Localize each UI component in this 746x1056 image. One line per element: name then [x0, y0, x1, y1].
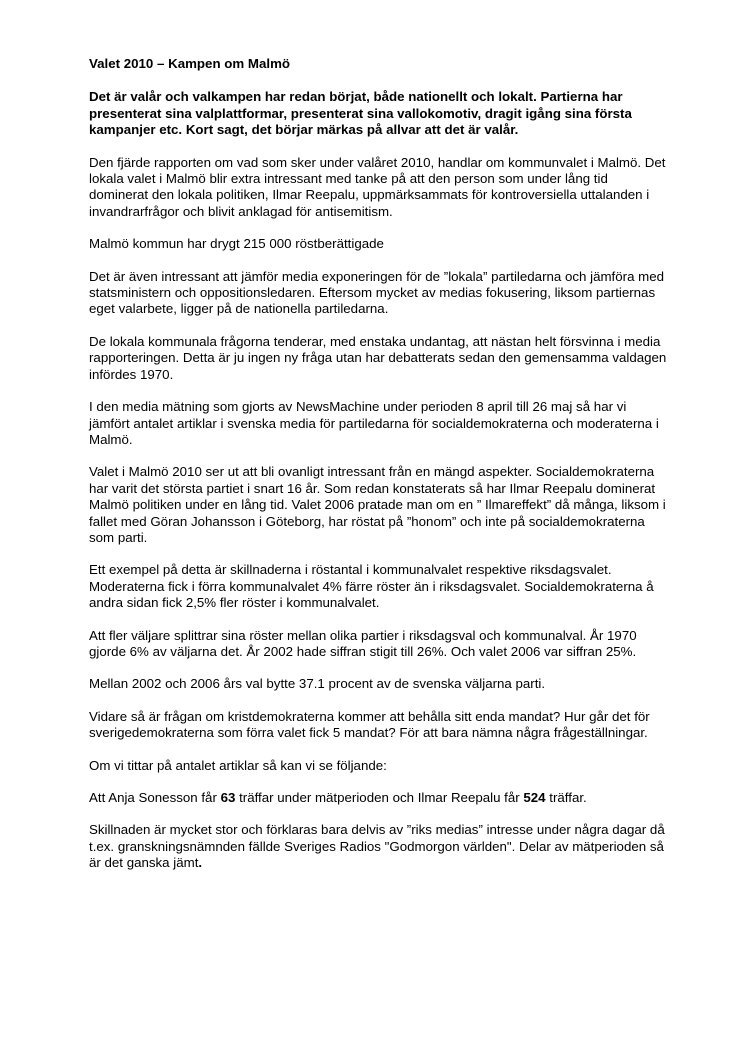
lead-paragraph: Det är valår och valkampen har redan börjat, både nationellt och lokalt. Partierna har presenterat sina valplattformar, presenterat sina vallokomotiv, dragit igång sina första kampanjer etc. Kort sagt, det börjar märkas på allvar att det är valår.: [89, 89, 632, 138]
paragraph-party-switching: Mellan 2002 och 2006 års val bytte 37.1 procent av de svenska väljarna parti.: [89, 676, 546, 692]
paragraph-split-voting: Att fler väljare splittrar sina röster mellan olika partier i riksdagsval och kommunalval. År 1970 gjorde 6% av väljarna det. År 2002 hade siffran stigit till 26%. Och valet 2006 var siffran 25%.: [89, 627, 637, 659]
article-counts-text-1: Att Anja Sonesson får: [89, 790, 221, 805]
document-title: Valet 2010 – Kampen om Malmö: [89, 56, 291, 71]
paragraph-eligible-voters: Malmö kommun har drygt 215 000 röstberättigade: [89, 236, 384, 252]
paragraph-media-exposure: Det är även intressant att jämför media exponeringen för de ”lokala” partiledarna och jämföra med statsministern och oppositionsledaren. Eftersom mycket av medias fokusering, liksom partiernas eget valarbete, ligger på de nationella partiledarna.: [89, 268, 665, 317]
paragraph-article-counts: [89, 790, 669, 806]
difference-explanation-period: .: [198, 855, 203, 871]
paragraph-article-count-intro: Om vi tittar på antalet artiklar så kan vi se följande:: [89, 757, 387, 773]
paragraph-malmo-election: Valet i Malmö 2010 ser ut att bli ovanligt intressant från en mängd aspekter. Socialdemokraterna har varit det största partiet i snart 16 år. Som redan konstaterats så har Ilmar Reepalu dominerat Malmö politiken under en lång tid. Valet 2006 pratade man om en ” Ilmareffekt” då många, liksom i fallet med Göran Johansson i Göteborg, har röstat på ”honom” och inte på socialdemokraterna som parti.: [89, 464, 666, 545]
sonesson-hit-count: 63: [220, 790, 236, 805]
paragraph-vote-differences: Ett exempel på detta är skillnaderna i röstantal i kommunalvalet respektive riksdagsvalet. Moderaterna fick i förra kommunalvalet 4% färre röster än i riksdagsvalet. Socialdemokraterna å andra sidan fick 2,5% fler röster i kommunalvalet.: [89, 562, 654, 611]
article-counts-text-3: träffar.: [545, 790, 587, 805]
reepalu-hit-count: 524: [523, 790, 546, 805]
paragraph-difference-explanation: [89, 822, 669, 871]
paragraph-report-intro: Den fjärde rapporten om vad som sker under valåret 2010, handlar om kommunvalet i Malmö. Det lokala valet i Malmö blir extra intressant med tanke på att den person som under lång tid dominerat den lokala politiken, Ilmar Reepalu, uppmärksammats för kontroversiella uttalanden i invandrarfrågor och blivit anklagad för antisemitism.: [89, 154, 666, 219]
paragraph-local-issues: De lokala kommunala frågorna tenderar, med enstaka undantag, att nästan helt försvinna i media rapporteringen. Detta är ju ingen ny fråga utan har debatterats sedan den gemensamma valdagen infördes 1970.: [89, 333, 667, 382]
paragraph-questions: Vidare så är frågan om kristdemokraterna kommer att behålla sitt enda mandat? Hur går det för sverigedemokraterna som förra valet fick 5 mandat? För att bara nämna några frågeställningar.: [89, 708, 650, 741]
difference-explanation-text: Skillnaden är mycket stor och förklaras bara delvis av ”riks medias” intresse under några dagar då t.ex. granskningsnämnden fällde Sveriges Radios "Godmorgon världen". Delar av mätperioden så är det ganska jämt: [89, 822, 665, 871]
document-page: [89, 56, 669, 888]
article-counts-text-2: träffar under mätperioden och Ilmar Reepalu får: [235, 790, 524, 805]
paragraph-media-measurement: I den media mätning som gjorts av NewsMachine under perioden 8 april till 26 maj så har vi jämfört antalet artiklar i svenska media för partiledarna för socialdemokraterna och moderaterna i Malmö.: [89, 399, 659, 447]
